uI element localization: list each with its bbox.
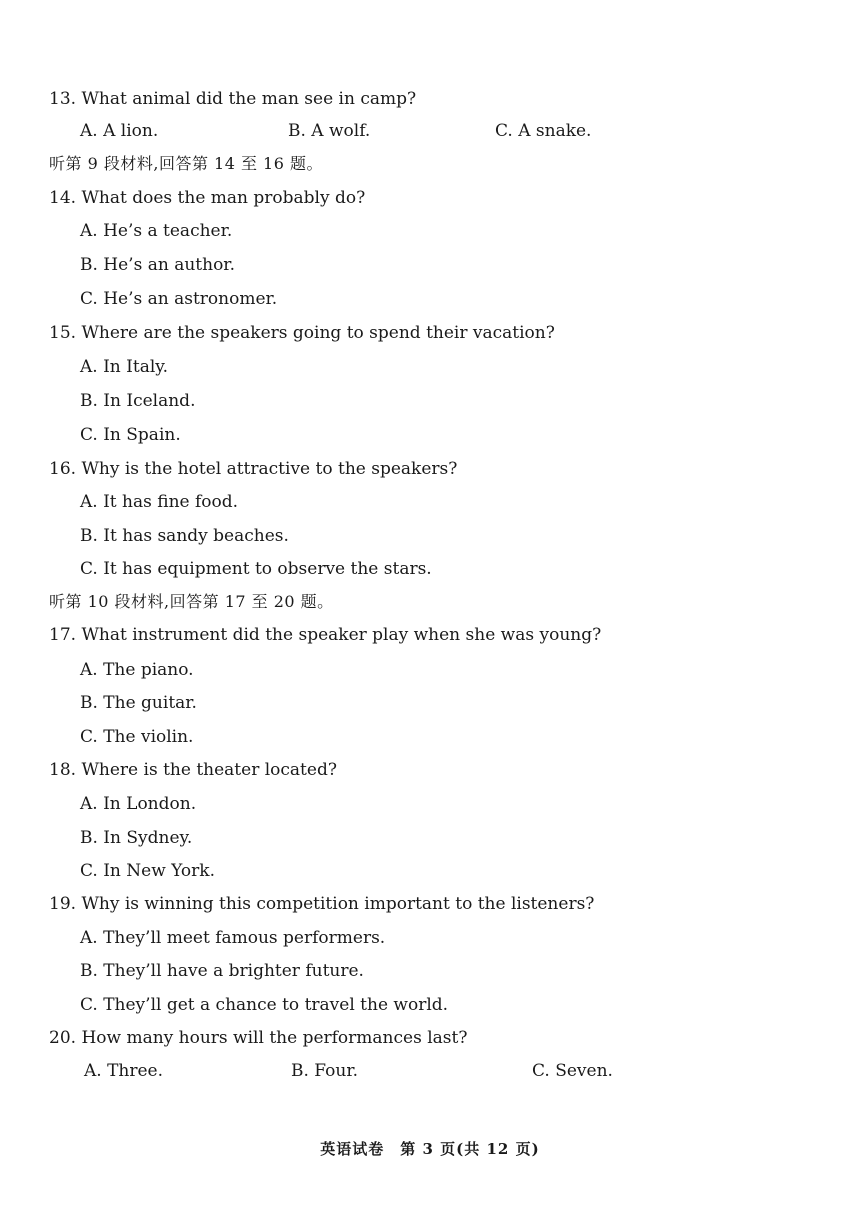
q20-option-a: A. Three. (84, 1061, 164, 1081)
q17-option-b: B. The guitar. (80, 693, 197, 713)
question-16: 16. Why is the hotel attractive to the speakers? (49, 459, 458, 479)
q15-option-a: A. In Italy. (80, 357, 169, 377)
section-10-instruction: 听第 10 段材料,回答第 17 至 20 题。 (49, 592, 334, 611)
q18-option-c: C. In New York. (80, 861, 215, 881)
question-15: 15. Where are the speakers going to spend their vacation? (49, 323, 555, 343)
question-18: 18. Where is the theater located? (49, 760, 337, 780)
section-9-instruction: 听第 9 段材料,回答第 14 至 16 题。 (49, 154, 324, 173)
q15-option-c: C. In Spain. (80, 425, 181, 445)
q20-option-c: C. Seven. (532, 1061, 613, 1081)
q19-option-c: C. They’ll get a chance to travel the world. (80, 995, 449, 1015)
q19-option-b: B. They’ll have a brighter future. (80, 961, 364, 981)
q18-option-a: A. In London. (80, 794, 197, 814)
q14-option-b: B. He’s an author. (80, 255, 235, 275)
question-17: 17. What instrument did the speaker play when she was young? (49, 625, 602, 645)
question-14: 14. What does the man probably do? (49, 188, 366, 208)
question-20: 20. How many hours will the performances last? (49, 1028, 468, 1048)
page-footer: 英语试卷 第 3 页(共 12 页) (320, 1140, 540, 1158)
question-19: 19. Why is winning this competition important to the listeners? (49, 894, 595, 914)
q14-option-a: A. He’s a teacher. (80, 221, 233, 241)
q13-option-c: C. A snake. (495, 121, 592, 141)
q18-option-b: B. In Sydney. (80, 828, 193, 848)
q17-option-c: C. The violin. (80, 727, 194, 747)
q15-option-b: B. In Iceland. (80, 391, 196, 411)
q17-option-a: A. The piano. (80, 660, 194, 680)
q14-option-c: C. He’s an astronomer. (80, 289, 278, 309)
q19-option-a: A. They’ll meet famous performers. (80, 928, 386, 948)
q16-option-c: C. It has equipment to observe the stars. (80, 559, 432, 579)
q13-option-a: A. A lion. (80, 121, 159, 141)
q13-option-b: B. A wolf. (288, 121, 371, 141)
q16-option-a: A. It has fine food. (80, 492, 239, 512)
q20-option-b: B. Four. (291, 1061, 359, 1081)
question-13: 13. What animal did the man see in camp? (49, 89, 417, 109)
q16-option-b: B. It has sandy beaches. (80, 526, 289, 546)
